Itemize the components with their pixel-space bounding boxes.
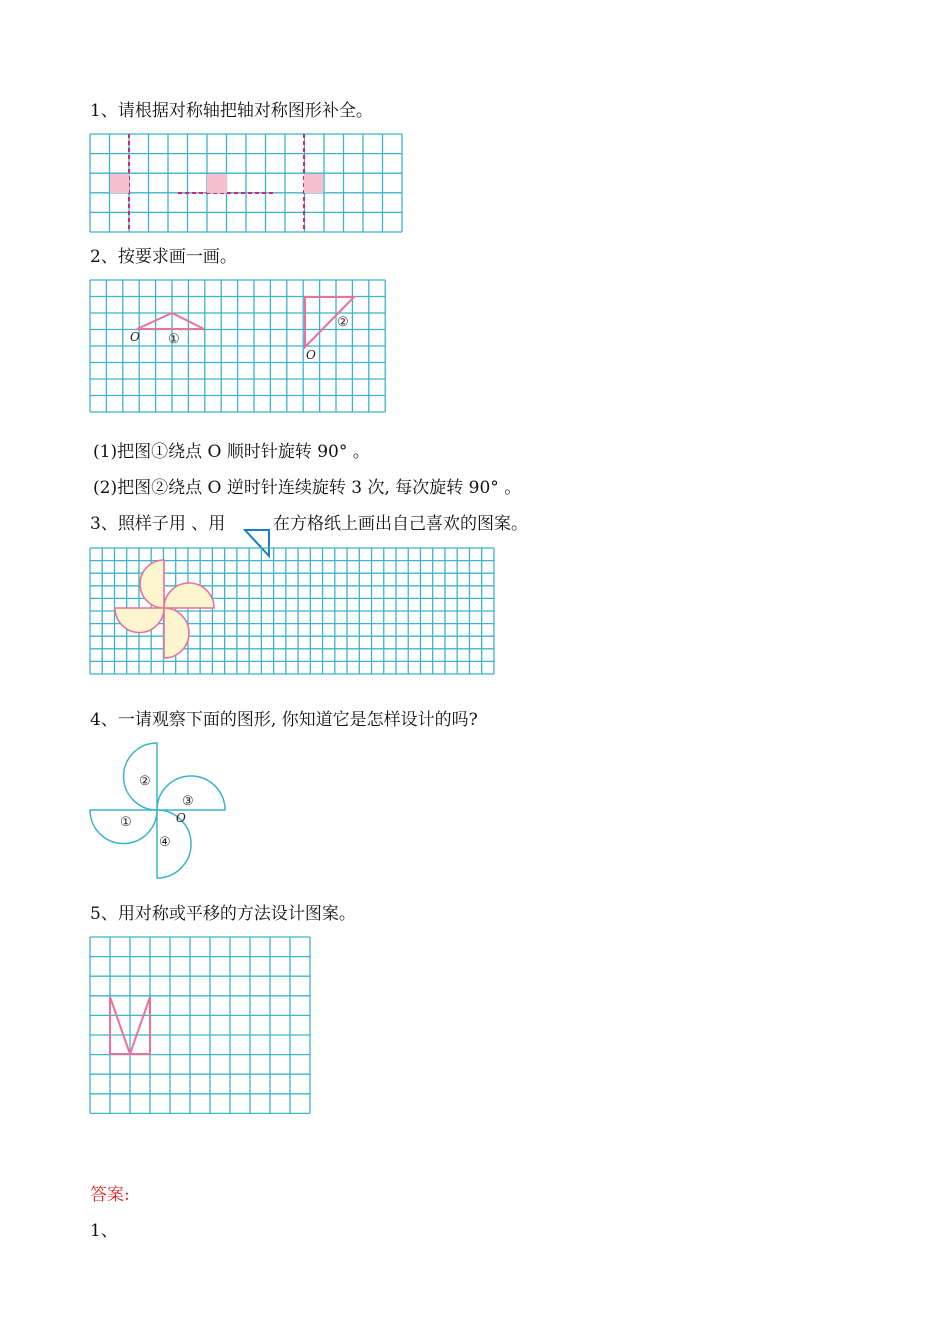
pinwheel-blade-left: [115, 608, 164, 633]
blade-4-label: ④: [159, 835, 171, 850]
question-4: 4、一请观察下面的图形, 你知道它是怎样设计的吗?: [90, 710, 478, 730]
triangle-1: [137, 313, 204, 329]
figure-2-label: ②: [337, 315, 349, 330]
question-5: 5、用对称或平移的方法设计图案。: [90, 904, 356, 924]
question-2: 2、按要求画一画。: [90, 247, 237, 267]
grid-lines: [90, 937, 310, 1113]
question-3-start: 3、照样子用 、用: [90, 514, 226, 534]
center-o-label: O: [176, 811, 186, 825]
windmill-figure: [88, 740, 238, 880]
half-shape-2: [207, 174, 227, 193]
half-shape-3: [304, 174, 323, 193]
point-o-label-1: O: [130, 330, 140, 344]
design-grid-figure: [90, 937, 315, 1115]
pinwheel-grid-figure: [90, 548, 495, 676]
blade-1-label: ①: [120, 815, 132, 830]
pinwheel-blade-top: [140, 560, 164, 608]
pinwheel-blade-bottom: [164, 608, 189, 658]
question-3-end: 在方格纸上画出自己喜欢的图案。: [273, 514, 528, 534]
answer-1: 1、: [90, 1221, 118, 1241]
symmetry-grid-figure: [90, 134, 405, 234]
blade-3-label: ③: [182, 794, 194, 809]
grid-lines: [90, 134, 402, 232]
rotation-grid-figure: [90, 280, 390, 415]
answer-title: 答案:: [90, 1185, 130, 1205]
question-2-part-2: (2)把图②绕点 O 逆时针连续旋转 3 次, 每次旋转 90° 。: [93, 478, 522, 498]
figure-1-label: ①: [168, 332, 180, 347]
question-2-part-1: (1)把图①绕点 O 顺时针旋转 90° 。: [93, 442, 370, 462]
pinwheel-blade-right: [164, 583, 214, 608]
question-1: 1、请根据对称轴把轴对称图形补全。: [90, 101, 373, 121]
half-shape-1: [110, 174, 129, 193]
point-o-label-2: O: [306, 348, 316, 362]
blade-2-label: ②: [139, 774, 151, 789]
grid-lines: [90, 280, 385, 412]
